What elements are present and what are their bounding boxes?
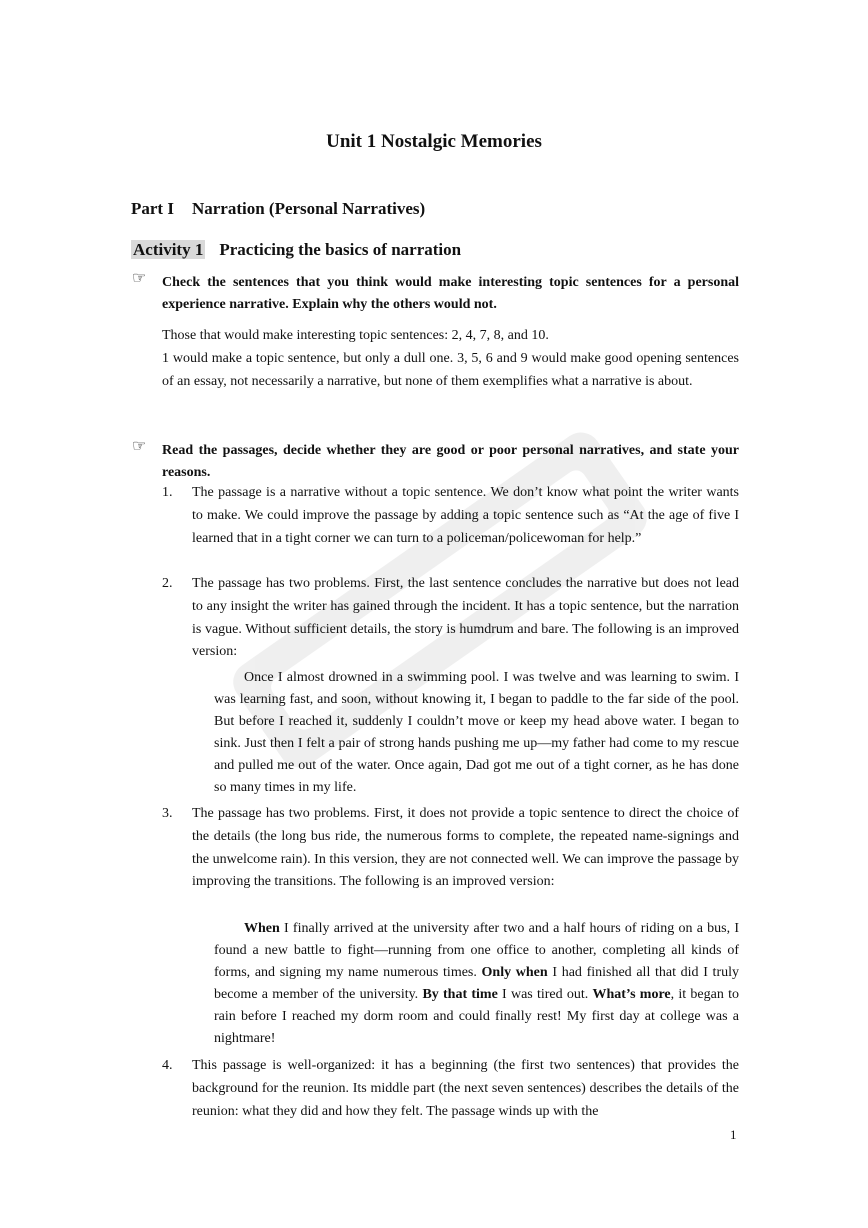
task1-answer-line1: Those that would make interesting topic sentences: 2, 4, 7, 8, and 10. (162, 328, 549, 343)
list-item-text: The passage is a narrative without a topic sentence. We don’t know what point the writer wants to make. We could improve the passage by adding a topic sentence such as “At the age of five I learned that in a tight corner we can turn to a policeman/policewoman for help.” (192, 485, 739, 546)
pointing-hand-icon: ☞ (132, 438, 147, 455)
transition-word: What’s more (592, 987, 671, 1002)
transition-word: By that time (422, 987, 498, 1002)
page-number: 1 (730, 1127, 737, 1142)
task1-instruction: Check the sentences that you think would make interesting topic sentences for a personal experience narrative. Explain why the others would not. (162, 275, 739, 312)
improved-text: I finally arrived at the university after two and a half hours of riding on a bus, I found a new battle to fight—running from one office to another, completing all kinds of forms, and signing my name numerous times. (214, 921, 739, 980)
transition-word: Only when (481, 965, 548, 980)
part-heading (131, 199, 425, 219)
task2-instruction: Read the passages, decide whether they are good or poor personal narratives, and state your reasons. (162, 443, 739, 480)
list-item (162, 482, 739, 550)
list-item-number: 2. (162, 576, 173, 591)
list-item (162, 573, 739, 664)
activity-title: Practicing the basics of narration (219, 240, 462, 259)
improved-text: I had finished all that did I truly become a member of the university. (214, 965, 739, 1002)
list-item-number: 4. (162, 1058, 173, 1073)
activity-heading (131, 240, 461, 260)
list-item-number: 3. (162, 806, 173, 821)
pointing-hand-icon: ☞ (132, 270, 147, 287)
list-item-text: The passage has two problems. First, it does not provide a topic sentence to direct the choice of the details (the long bus ride, the numerous forms to complete, the repeated name-signings and the unwelcome rain). In this version, they are not connected well. We can improve the passage by improving the transitions. The following is an improved version: (192, 806, 739, 890)
improved-version-3 (214, 918, 739, 1050)
activity-label: Activity 1 (133, 240, 204, 259)
part-label: Part I (131, 199, 174, 218)
list-item-text: The passage has two problems. First, the last sentence concludes the narrative but does not lead to any insight the writer has gained through the incident. It has a topic sentence, but the narration is vague. Without sufficient details, the story is humdrum and bare. The following is an improved version: (192, 576, 739, 660)
list-item (162, 1055, 739, 1123)
improved-text: I was tired out. (497, 987, 593, 1002)
transition-word: When (244, 921, 280, 936)
list-item (162, 803, 739, 894)
list-item-number: 1. (162, 485, 173, 500)
improved-text: , it began to rain before I reached my dorm room and could finally rest! My first day at college was a nightmare! (214, 987, 739, 1046)
improved-version-2-text: Once I almost drowned in a swimming pool. I was twelve and was learning to swim. I was learning fast, and soon, without knowing it, I began to paddle to the far side of the pool. But before I reached it, suddenly I couldn’t move or keep my head above water. I began to sink. Just then I felt a pair of strong hands pushing me up—my father had come to my rescue and pulled me out of the water. Once again, Dad got me out of a tight corner, as he has done so many times in my life. (214, 670, 739, 795)
part-title: Narration (Personal Narratives) (191, 199, 426, 218)
task1-answer-line2: 1 would make a topic sentence, but only a dull one. 3, 5, 6 and 9 would make good opening sentences of an essay, not necessarily a narrative, but none of them exemplifies what a narrative is about. (162, 351, 739, 389)
page-title: Unit 1 Nostalgic Memories (326, 131, 542, 152)
improved-version-2 (214, 667, 739, 799)
list-item-text: This passage is well-organized: it has a beginning (the first two sentences) that provides the background for the reunion. Its middle part (the next seven sentences) describes the details of the reunion: what they did and how they felt. The passage winds up with the (192, 1058, 739, 1119)
